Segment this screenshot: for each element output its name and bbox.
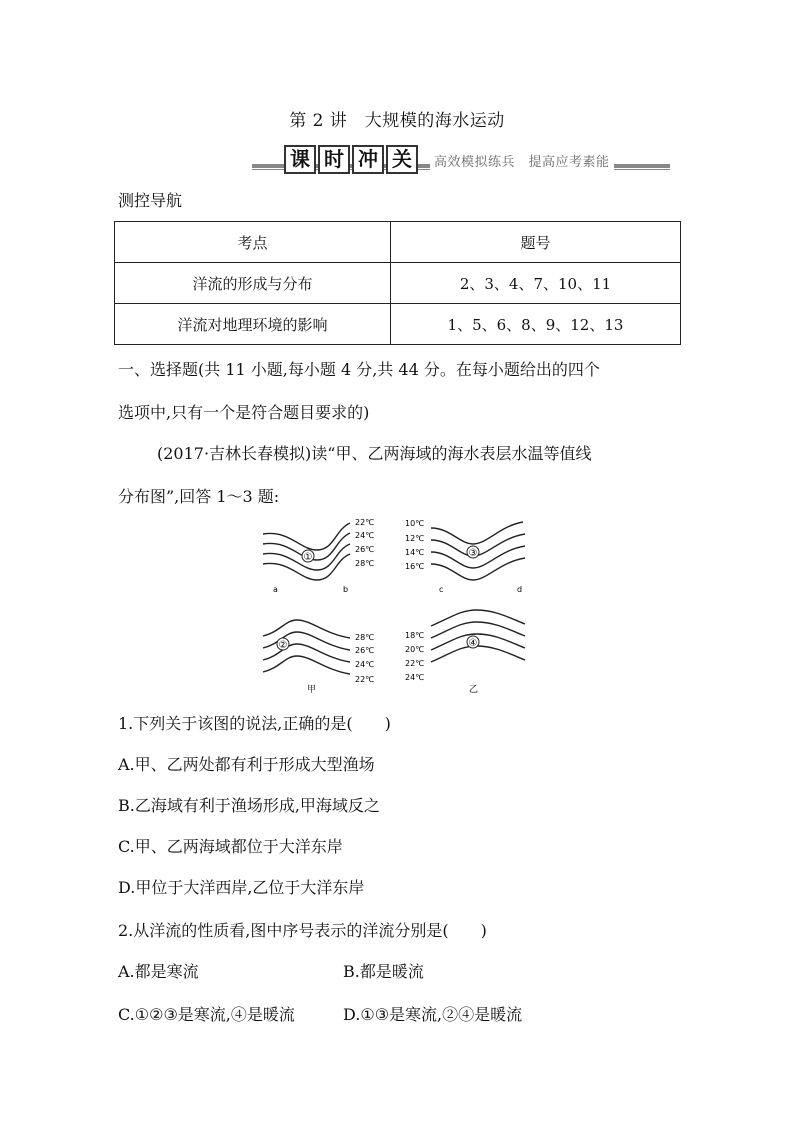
panel-3-marker: ②	[278, 640, 288, 651]
panel-2-right-label: d	[517, 585, 523, 594]
question-2-option-b: B.都是暖流	[343, 962, 424, 981]
panel-3-temp-label: 24℃	[355, 660, 375, 669]
banner-char: 关	[386, 145, 418, 174]
question-intro-line2: 分布图”,回答 1～3 题:	[118, 487, 280, 506]
panel-3-isotherms	[263, 620, 350, 674]
table-header-numbers: 题号	[391, 222, 681, 263]
table-cell-numbers: 2、3、4、7、10、11	[391, 263, 681, 304]
panel-2-temp-label: 10℃	[405, 519, 425, 528]
question-1-option-b: B.乙海域有利于渔场形成,甲海域反之	[118, 796, 380, 815]
panel-4-caption: 乙	[469, 685, 479, 695]
question-2-option-c: C.①②③是寒流,④是暖流	[118, 1005, 295, 1024]
table-row	[115, 304, 681, 345]
panel-4-isotherms	[431, 610, 525, 662]
page-title: 第 2 讲 大规模的海水运动	[289, 111, 505, 131]
table-cell-numbers: 1、5、6、8、9、12、13	[391, 304, 681, 345]
panel-1-temp-label: 22℃	[355, 518, 375, 527]
panel-4-temp-label: 24℃	[405, 673, 425, 682]
question-1-option-a: A.甲、乙两处都有利于形成大型渔场	[118, 755, 375, 774]
panel-1-marker: ①	[303, 552, 313, 563]
panel-1-temp-label: 24℃	[355, 531, 375, 540]
banner-title-boxes	[284, 145, 418, 174]
question-1-option-c: C.甲、乙两海域都位于大洋东岸	[118, 837, 343, 856]
panel-2-marker: ③	[468, 548, 478, 559]
table-cell-topic: 洋流的形成与分布	[115, 263, 391, 304]
isotherm-figure	[255, 514, 545, 696]
question-1-stem: 1.下列关于该图的说法,正确的是( )	[118, 714, 391, 733]
panel-4-temp-label: 20℃	[405, 645, 425, 654]
question-1-option-d: D.甲位于大洋西岸,乙位于大洋东岸	[118, 878, 365, 897]
nav-table	[114, 221, 681, 345]
question-2-stem: 2.从洋流的性质看,图中序号表示的洋流分别是( )	[118, 921, 487, 940]
table-header-row	[115, 222, 681, 263]
question-2-option-a: A.都是寒流	[118, 962, 199, 981]
lesson-banner	[252, 145, 670, 173]
panel-1-left-label: a	[273, 585, 278, 594]
banner-char: 冲	[352, 145, 384, 174]
section-heading-line2: 选项中,只有一个是符合题目要求的)	[118, 403, 370, 422]
question-2-option-d: D.①③是寒流,②④是暖流	[343, 1005, 523, 1024]
panel-3-caption: 甲	[307, 685, 317, 695]
banner-char: 时	[318, 145, 350, 174]
panel-2-temp-label: 14℃	[405, 548, 425, 557]
question-intro-line1: (2017·吉林长春模拟)读“甲、乙两海域的海水表层水温等值线	[157, 444, 592, 463]
banner-char: 课	[284, 145, 316, 174]
panel-3-temp-label: 28℃	[355, 633, 375, 642]
section-heading-line1: 一、选择题(共 11 小题,每小题 4 分,共 44 分。在每小题给出的四个	[118, 360, 600, 379]
panel-2-temp-label: 16℃	[405, 562, 425, 571]
panel-2-left-label: c	[439, 585, 444, 594]
banner-slogan: 高效模拟练兵 提高应考素能	[430, 151, 614, 170]
panel-2-temp-label: 12℃	[405, 534, 425, 543]
panel-1-temp-label: 28℃	[355, 559, 375, 568]
panel-4-temp-label: 22℃	[405, 659, 425, 668]
panel-3-temp-label: 22℃	[355, 675, 375, 684]
table-row	[115, 263, 681, 304]
panel-1-temp-label: 26℃	[355, 545, 375, 554]
panel-1-right-label: b	[343, 585, 349, 594]
panel-3-temp-label: 26℃	[355, 646, 375, 655]
nav-label: 测控导航	[118, 191, 183, 210]
panel-4-temp-label: 18℃	[405, 631, 425, 640]
panel-4-marker: ④	[468, 638, 478, 649]
table-cell-topic: 洋流对地理环境的影响	[115, 304, 391, 345]
table-header-topic: 考点	[115, 222, 391, 263]
